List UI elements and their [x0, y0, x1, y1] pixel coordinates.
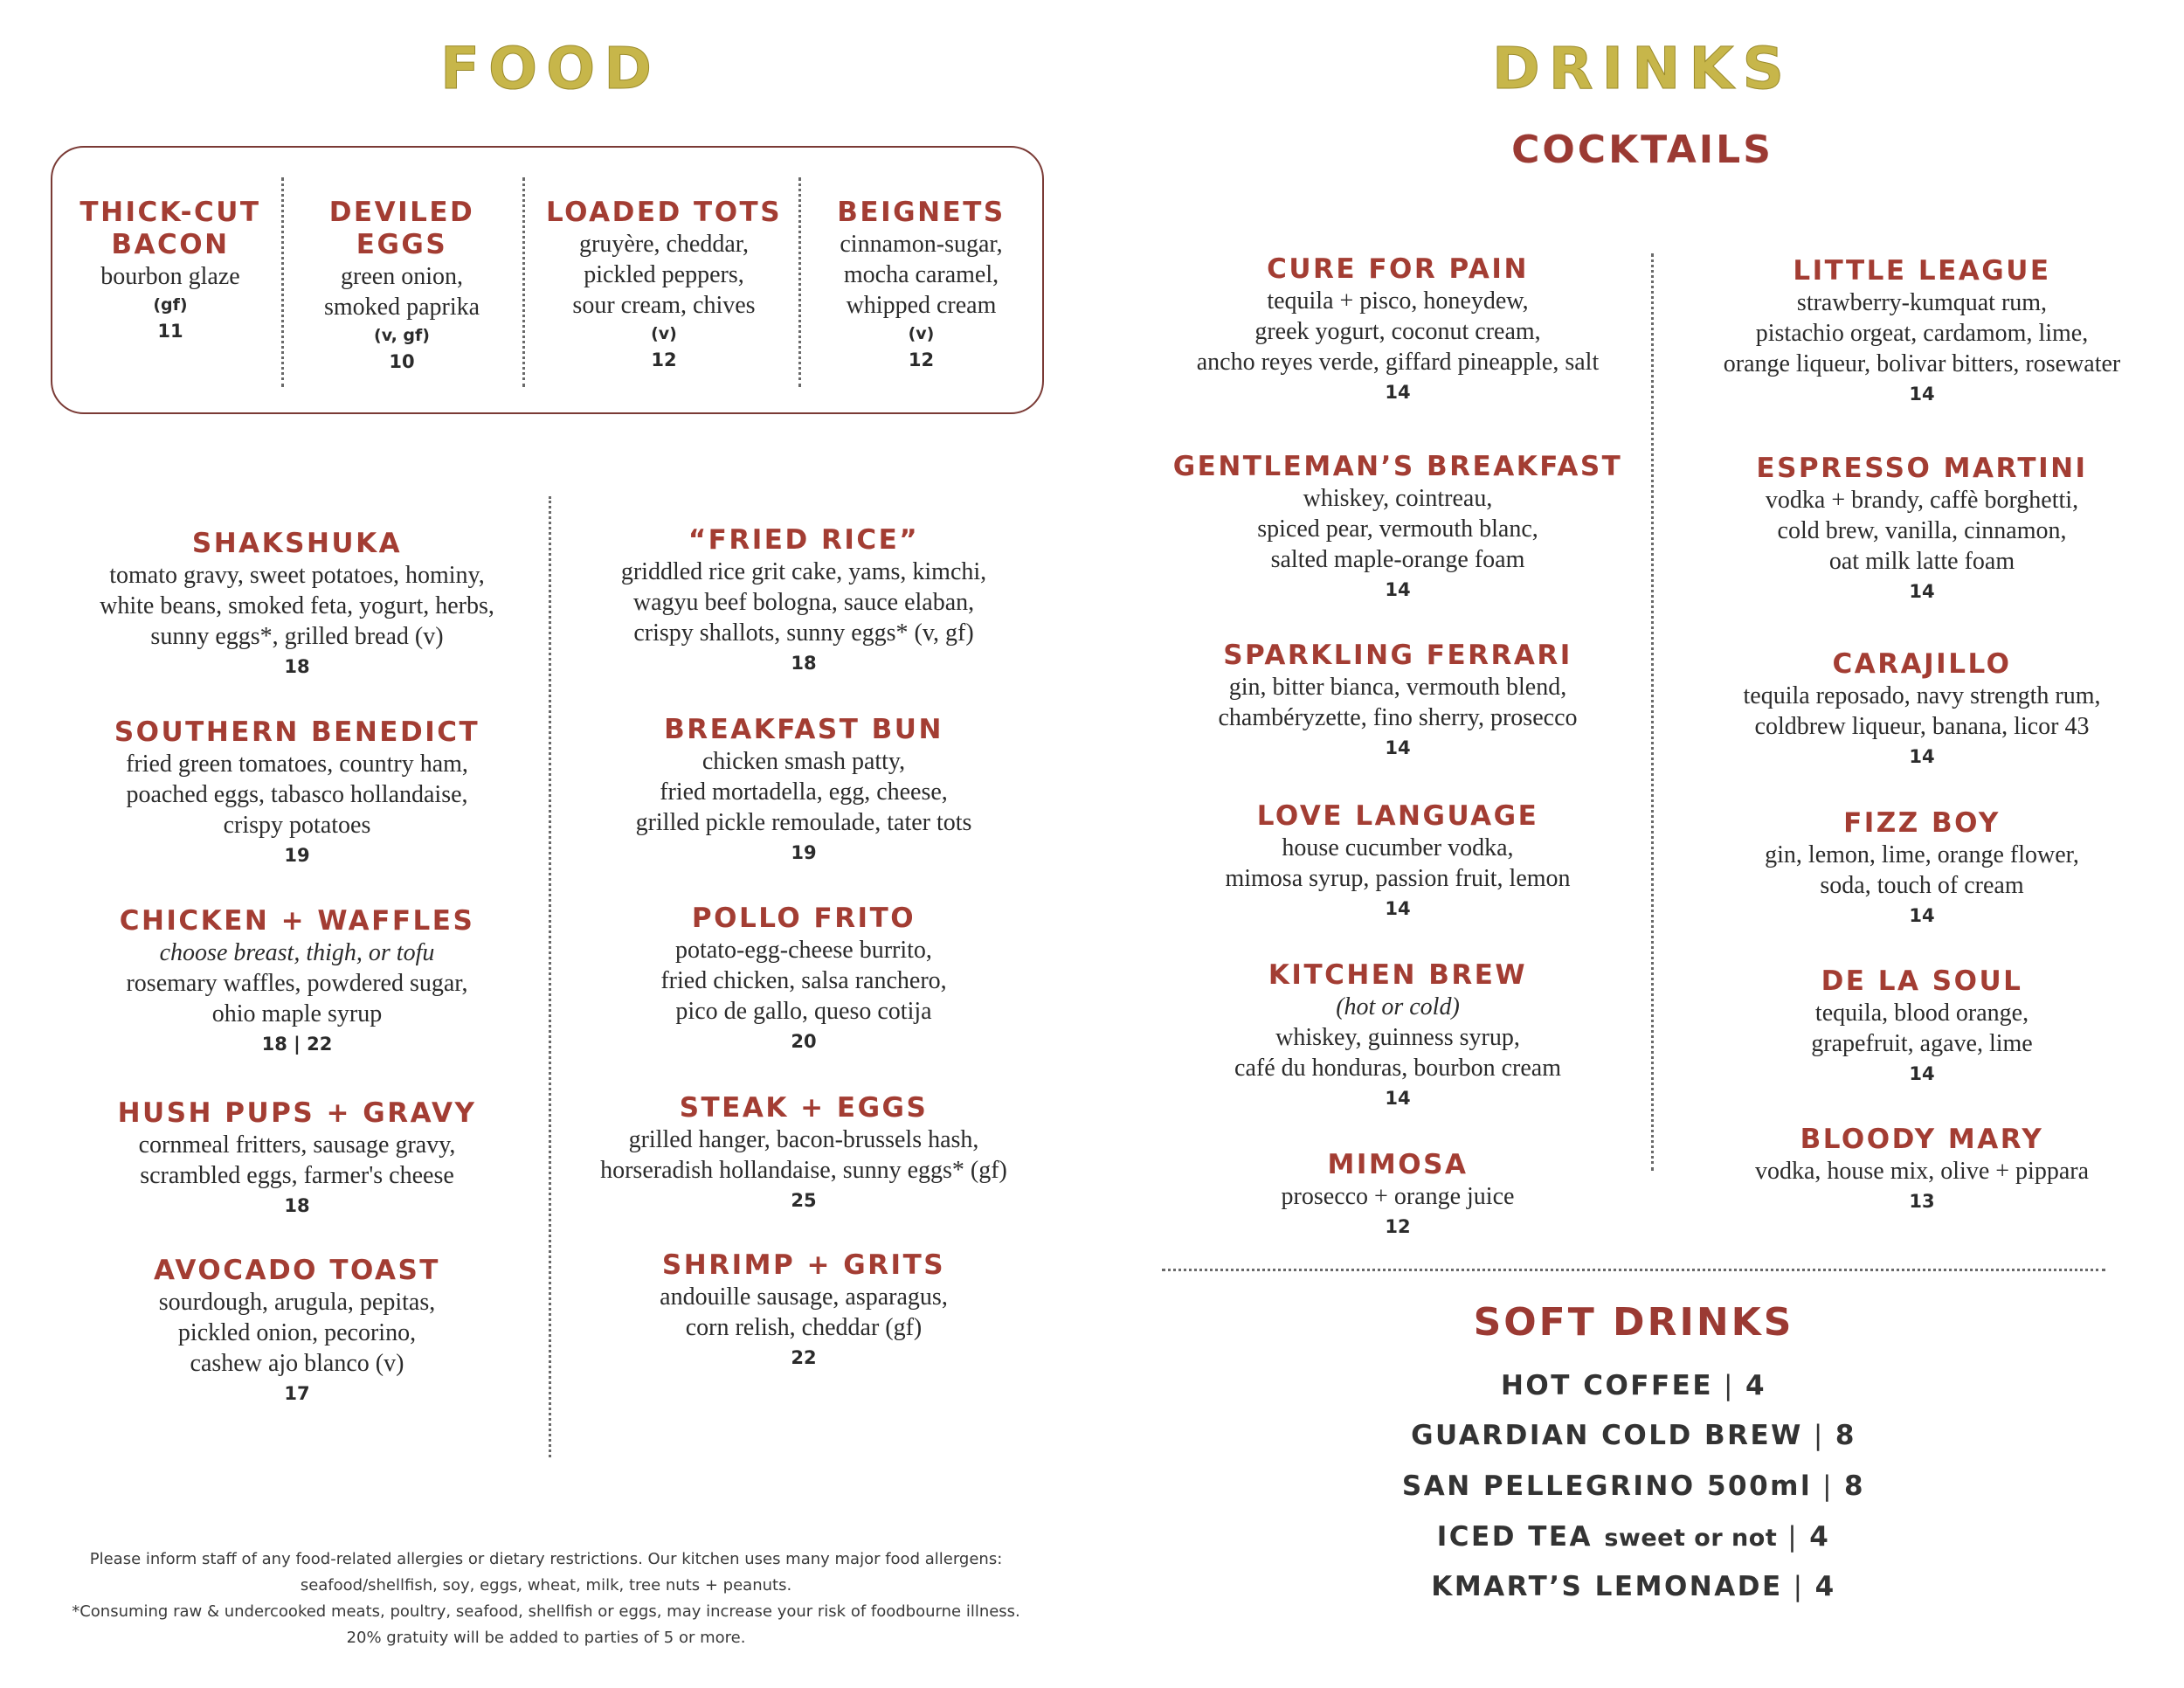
soft-drink-row [1153, 1470, 2114, 1502]
menu-item-shakshuka [52, 528, 542, 681]
menu-item-breakfast-bun [559, 714, 1048, 868]
item-name: MIMOSA [1327, 1149, 1469, 1180]
item-description: mocha caramel, [843, 261, 999, 288]
cocktail-gentlemans-breakfast [1153, 451, 1642, 605]
item-price: 11 [157, 321, 183, 342]
item-description: grapefruit, agave, lime [1811, 1030, 2033, 1057]
item-name: BLOODY MARY [1800, 1124, 2044, 1155]
drink-name: HOT COFFEE [1500, 1370, 1713, 1401]
item-description: orange liqueur, bolivar bitters, rosewater [1723, 350, 2121, 377]
dietary-tags: (v) [908, 324, 935, 343]
price-separator: | [1724, 1370, 1735, 1401]
item-price: 14 [1909, 905, 1935, 926]
appetizer-thick-cut-bacon [61, 197, 280, 344]
item-name: BREAKFAST BUN [664, 714, 943, 745]
item-price: 19 [284, 845, 310, 866]
item-description: salted maple-orange foam [1270, 546, 1525, 573]
drink-name: KMART’S LEMONADE [1431, 1571, 1783, 1602]
drink-name: ICED TEA [1436, 1521, 1593, 1553]
item-price: 14 [1909, 1063, 1935, 1084]
item-description: grilled pickle remoulade, tater tots [635, 809, 972, 836]
item-name: KITCHEN BREW [1268, 959, 1528, 991]
cocktail-mimosa [1153, 1149, 1642, 1242]
allergy-disclaimer [52, 1546, 1040, 1651]
item-name: GENTLEMAN’S BREAKFAST [1172, 451, 1623, 482]
item-price: 20 [791, 1031, 817, 1052]
cocktail-espresso-martini [1669, 453, 2175, 606]
item-name: SHRIMP + GRITS [661, 1249, 946, 1281]
menu-item-southern-benedict [52, 716, 542, 870]
dietary-tags: (v, gf) [374, 326, 430, 345]
item-description: prosecco + orange juice [1281, 1183, 1515, 1210]
item-description: spiced pear, vermouth blanc, [1257, 515, 1538, 543]
item-description: grilled hanger, bacon-brussels hash, [628, 1126, 979, 1153]
item-price: 14 [1385, 579, 1411, 600]
item-description: pistachio orgeat, cardamom, lime, [1755, 320, 2089, 347]
item-description: crispy shallots, sunny eggs* (v, gf) [633, 619, 974, 647]
item-name: THICK-CUT [79, 197, 261, 228]
cocktail-carajillo [1669, 648, 2175, 771]
item-description: andouille sausage, asparagus, [660, 1283, 948, 1311]
item-description: wagyu beef bologna, sauce elaban, [632, 589, 975, 616]
item-description: sour cream, chives [572, 292, 756, 319]
cocktail-de-la-soul [1669, 965, 2175, 1089]
item-description: sunny eggs*, grilled bread (v) [150, 623, 444, 650]
item-price: 10 [389, 351, 415, 372]
item-description: house cucumber vodka, [1282, 834, 1514, 861]
item-price: 19 [791, 842, 817, 863]
drink-note: sweet or not [1604, 1525, 1778, 1552]
item-name: FIZZ BOY [1843, 807, 2001, 839]
item-price: 18 [284, 656, 310, 677]
item-name: CURE FOR PAIN [1267, 253, 1529, 285]
item-description: ohio maple syrup [211, 1000, 383, 1027]
cocktails-divider [1651, 253, 1654, 1171]
item-name: BACON [111, 229, 230, 260]
item-price: 14 [1909, 581, 1935, 602]
item-price: 22 [791, 1347, 817, 1368]
item-description: chambéryzette, fino sherry, prosecco [1218, 704, 1578, 731]
footer-line: *Consuming raw & undercooked meats, poultry, seafood, shellfish or eggs, may increase your risk of foodbourne illness. [72, 1602, 1020, 1621]
item-name: CARAJILLO [1832, 648, 2012, 680]
item-description: vodka, house mix, olive + pippara [1754, 1158, 2090, 1185]
item-description: pickled onion, pecorino, [177, 1319, 417, 1346]
item-name: DE LA SOUL [1821, 965, 2023, 997]
item-description: fried chicken, salsa ranchero, [660, 967, 947, 994]
item-price: 14 [1385, 1088, 1411, 1109]
item-note: choose breast, thigh, or tofu [159, 939, 435, 966]
dietary-tags: (v) [651, 324, 677, 343]
item-price: 17 [284, 1383, 310, 1404]
item-name: SOUTHERN BENEDICT [114, 716, 480, 748]
item-description: oat milk latte foam [1828, 548, 2015, 575]
item-description: strawberry-kumquat rum, [1796, 289, 2048, 316]
appetizer-divider [798, 177, 801, 387]
mains-divider [549, 496, 551, 1457]
item-description: poached eggs, tabasco hollandaise, [126, 781, 468, 808]
menu-item-pollo-frito [559, 903, 1048, 1056]
item-price: 13 [1909, 1191, 1935, 1212]
item-name: STEAK + EGGS [679, 1092, 929, 1124]
item-description: tomato gravy, sweet potatoes, hominy, [109, 562, 485, 589]
item-description: tequila, blood orange, [1814, 1000, 2029, 1027]
item-description: pico de gallo, queso cotija [675, 998, 932, 1025]
item-description: corn relish, cheddar (gf) [685, 1314, 923, 1341]
drinks-title: DRINKS [1491, 35, 1794, 102]
appetizer-divider [522, 177, 525, 387]
drink-name: SAN PELLEGRINO 500ml [1401, 1470, 1813, 1502]
soft-drink-row [1153, 1420, 2114, 1451]
item-name: SHAKSHUKA [191, 528, 403, 559]
item-description: vodka + brandy, caffè borghetti, [1765, 487, 2079, 514]
drink-price: 4 [1814, 1571, 1836, 1602]
item-description: gruyère, cheddar, [579, 231, 749, 258]
price-separator: | [1813, 1420, 1825, 1451]
menu-item-chicken-waffles [52, 905, 542, 1059]
item-description: gin, lemon, lime, orange flower, [1765, 841, 2079, 868]
item-description: crispy potatoes [223, 812, 371, 839]
cocktail-little-league [1669, 255, 2175, 409]
item-price: 14 [1385, 382, 1411, 403]
item-price: 12 [1385, 1216, 1411, 1237]
item-description: fried mortadella, egg, cheese, [660, 778, 948, 806]
item-description: sourdough, arugula, pepitas, [158, 1289, 436, 1316]
drinks-divider [1162, 1269, 2105, 1271]
menu-item-hush-pups-gravy [52, 1097, 542, 1221]
price-separator: | [1822, 1470, 1835, 1502]
drink-name: GUARDIAN COLD BREW [1411, 1420, 1803, 1451]
item-description: rosemary waffles, powdered sugar, [126, 970, 468, 997]
item-name: DEVILED [328, 197, 475, 228]
cocktail-kitchen-brew [1153, 959, 1642, 1113]
item-name: “FRIED RICE” [688, 524, 920, 556]
drink-price: 4 [1809, 1521, 1831, 1553]
item-description: smoked paprika [323, 294, 480, 321]
item-price: 14 [1385, 737, 1411, 758]
item-description: griddled rice grit cake, yams, kimchi, [620, 558, 987, 585]
item-price: 14 [1909, 746, 1935, 767]
item-description: coldbrew liqueur, banana, licor 43 [1754, 713, 2090, 740]
soft-drink-row [1153, 1370, 2114, 1401]
appetizer-loaded-tots [533, 197, 795, 373]
item-description: potato-egg-cheese burrito, [675, 937, 932, 964]
item-description: bourbon glaze [100, 263, 240, 290]
footer-line: Please inform staff of any food-related allergies or dietary restrictions. Our kitchen uses many major food allergens: [89, 1550, 1003, 1568]
item-description: cornmeal fritters, sausage gravy, [138, 1131, 456, 1159]
item-description: gin, bitter bianca, vermouth blend, [1228, 674, 1567, 701]
drink-price: 8 [1844, 1470, 1866, 1502]
drink-price: 4 [1745, 1370, 1767, 1401]
item-price: 25 [791, 1190, 817, 1211]
item-description: whiskey, cointreau, [1303, 485, 1493, 512]
item-price: 12 [908, 349, 935, 370]
menu-item-avocado-toast [52, 1255, 542, 1408]
item-name: LOVE LANGUAGE [1256, 800, 1539, 832]
food-title: FOOD [439, 35, 661, 102]
item-name: SPARKLING FERRARI [1223, 640, 1572, 671]
footer-line: seafood/shellfish, soy, eggs, wheat, milk, tree nuts + peanuts. [300, 1576, 792, 1595]
menu-item-steak-eggs [559, 1092, 1048, 1215]
item-description: whiskey, guinness syrup, [1275, 1024, 1520, 1051]
price-separator: | [1787, 1521, 1800, 1553]
cocktail-cure-for-pain [1153, 253, 1642, 407]
item-name: LOADED TOTS [545, 197, 783, 228]
item-description: horseradish hollandaise, sunny eggs* (gf) [600, 1157, 1007, 1184]
cocktail-sparkling-ferrari [1153, 640, 1642, 763]
item-name: HUSH PUPS + GRAVY [117, 1097, 477, 1129]
item-price: 14 [1385, 898, 1411, 919]
item-price: 18 [791, 653, 817, 674]
item-description: cinnamon-sugar, [840, 231, 1003, 258]
item-description: ancho reyes verde, giffard pineapple, salt [1196, 349, 1600, 376]
item-description: cold brew, vanilla, cinnamon, [1777, 517, 2067, 544]
item-description: cashew ajo blanco (v) [190, 1350, 404, 1377]
item-description: green onion, [341, 263, 463, 290]
dietary-tags: (gf) [153, 295, 188, 315]
item-description: soda, touch of cream [1820, 872, 2024, 899]
item-name: BEIGNETS [837, 197, 1006, 228]
drink-price: 8 [1835, 1420, 1856, 1451]
price-separator: | [1793, 1571, 1805, 1602]
item-name: POLLO FRITO [691, 903, 916, 934]
cocktail-love-language [1153, 800, 1642, 924]
soft-drink-row [1153, 1521, 2114, 1553]
soft-drink-row [1153, 1571, 2114, 1602]
item-name: EGGS [356, 229, 448, 260]
item-description: tequila + pisco, honeydew, [1267, 287, 1529, 315]
item-price: 18 [284, 1195, 310, 1216]
menu-item-shrimp-grits [559, 1249, 1048, 1373]
item-name: AVOCADO TOAST [154, 1255, 440, 1286]
item-description: mimosa syrup, passion fruit, lemon [1225, 865, 1571, 892]
item-price: 18 | 22 [261, 1034, 333, 1055]
cocktail-fizz-boy [1669, 807, 2175, 930]
item-name: CHICKEN + WAFFLES [119, 905, 475, 937]
cocktail-bloody-mary [1669, 1124, 2175, 1216]
item-note: (hot or cold) [1336, 993, 1460, 1020]
appetizer-deviled-eggs [288, 197, 515, 375]
item-name: LITTLE LEAGUE [1793, 255, 2051, 287]
item-price: 14 [1909, 384, 1935, 405]
item-description: tequila reposado, navy strength rum, [1743, 682, 2101, 709]
appetizer-divider [281, 177, 284, 387]
item-description: fried green tomatoes, country ham, [126, 751, 468, 778]
item-description: café du honduras, bourbon cream [1234, 1055, 1561, 1082]
appetizer-beignets [805, 197, 1037, 373]
footer-line: 20% gratuity will be added to parties of 5 or more. [346, 1629, 746, 1647]
item-description: greek yogurt, coconut cream, [1254, 318, 1541, 345]
item-price: 12 [651, 349, 677, 370]
cocktails-title: COCKTAILS [1511, 128, 1773, 172]
menu-item-fried-rice [559, 524, 1048, 678]
item-name: ESPRESSO MARTINI [1756, 453, 2088, 484]
item-description: scrambled eggs, farmer's cheese [140, 1162, 454, 1189]
item-description: chicken smash patty, [702, 748, 906, 775]
item-description: white beans, smoked feta, yogurt, herbs, [100, 592, 494, 619]
item-description: whipped cream [846, 292, 997, 319]
item-description: pickled peppers, [584, 261, 744, 288]
soft-drinks-title: SOFT DRINKS [1473, 1300, 1794, 1345]
